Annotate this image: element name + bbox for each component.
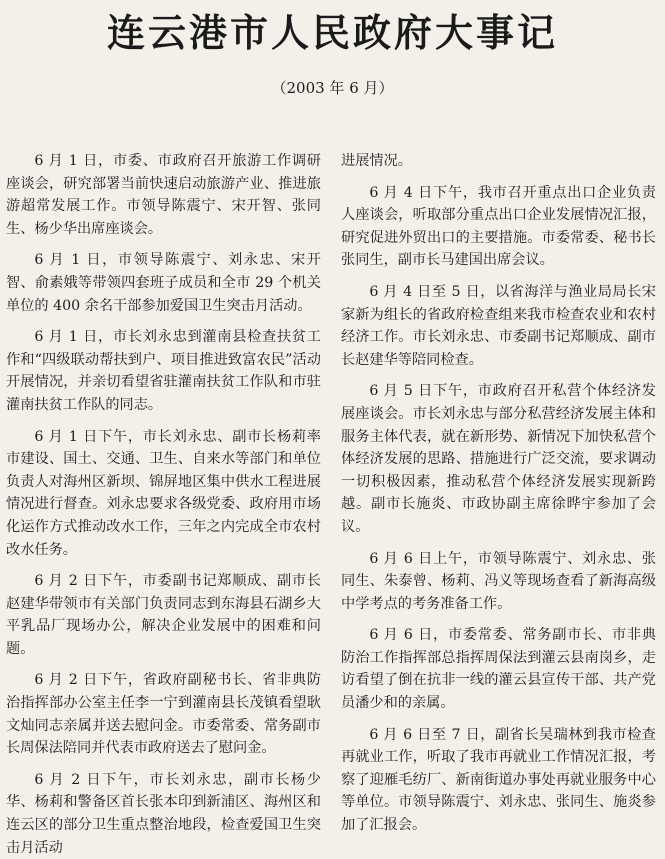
left-column	[6, 150, 321, 856]
paragraph: 6 月 6 日，市委常委、常务副市长、市非典防治工作指挥部总指挥周保法到灌云县南岗乡，走访看望了倒在抗非一线的灌云县宣传干部、共产党员潘少和的亲属。	[341, 627, 656, 712]
paragraph: 6 月 1 日，市领导陈震宁、刘永忠、宋开智、俞素娥等带领四套班子成员和全市 29 个机关单位的 400 余名干部参加爱国卫生突击月活动。	[6, 252, 321, 314]
paragraph-continued: 进展情况。	[341, 153, 412, 169]
paragraph: 6 月 6 日上午，市领导陈震宁、刘永忠、张同生、朱泰曾、杨莉、冯义等现场查看了新海高级中学考点的考务准备工作。	[341, 550, 656, 612]
right-column	[341, 150, 656, 833]
paragraph: 6 月 4 日下午，我市召开重点出口企业负责人座谈会，听取部分重点出口企业发展情况汇报，研究促进外贸出口的主要措施。市委常委、秘书长张同生，副市长马建国出席会议。	[341, 184, 656, 269]
paragraph: 6 月 2 日下午，市委副书记郑顺成、副市长赵建华带领市有关部门负责同志到东海县石湖乡大平乳品厂现场办公，解决企业发展中的困难和问题。	[6, 573, 321, 657]
paragraph: 6 月 1 日，市委、市政府召开旅游工作调研座谈会，研究部署当前快速启动旅游产业、推进旅游超常发展工作。市领导陈震宁、宋开智、张同生、杨少华出席座谈会。	[6, 153, 321, 237]
page-subtitle: （2003 年 6 月）	[271, 79, 394, 97]
paragraph: 6 月 4 日至 5 日，以省海洋与渔业局局长宋家新为组长的省政府检查组来我市检查农业和农村经济工作。市长刘永忠、市委副书记郑顺成、副市长赵建华等陪同检查。	[341, 283, 656, 368]
paragraph: 6 月 1 日，市长刘永忠到灌南县检查扶贫工作和“四级联动帮扶到户、项目推进致富农民”活动开展情况，并亲切看望省驻灌南扶贫工作队和市驻灌南扶贫工作队的同志。	[6, 329, 321, 413]
paragraph: 6 月 2 日下午，市长刘永忠，副市长杨少华、杨莉和警备区首长张本印到新浦区、海州区和连云区的部分卫生重点整治地段，检查爱国卫生突击月活动	[6, 771, 321, 856]
paragraph: 6 月 1 日下午，市长刘永忠、副市长杨莉率市建设、国土、交通、卫生、自来水等部门和单位负责人对海州区新坝、锦屏地区集中供水工程进展情况进行督查。刘永忠要求各级党委、政府用市场化运作方式推动改水工作，三年之内完成全市农村改水任务。	[6, 428, 321, 558]
paragraph: 6 月 2 日下午，省政府副秘书长、省非典防治指挥部办公室主任李一宁到灌南县长茂镇看望耿文灿同志亲属并送去慰问金。市委常委、常务副市长周保法陪同并代表市政府送去了慰问金。	[6, 672, 321, 757]
page-title: 连云港市人民政府大事记	[106, 10, 558, 55]
paragraph: 6 月 6 日至 7 日，副省长吴瑞林到我市检查再就业工作，听取了我市再就业工作情况汇报，考察了迎雁毛纺厂、新南街道办事处再就业服务中心等单位。市领导陈震宁、刘永忠、张同生、施炎参加了汇报会。	[341, 726, 656, 834]
paragraph: 6 月 5 日下午，市政府召开私营个体经济发展座谈会。市长刘永忠与部分私营经济发展主体和服务主体代表，就在新形势、新情况下加快私营个体经济发展的思路、措施进行广泛交流，要求调动一切积极因素，推动私营个体经济发展实现新跨越。副市长施炎、市政协副主席徐晔宇参加了会议。	[341, 383, 656, 535]
article-body	[6, 150, 656, 856]
